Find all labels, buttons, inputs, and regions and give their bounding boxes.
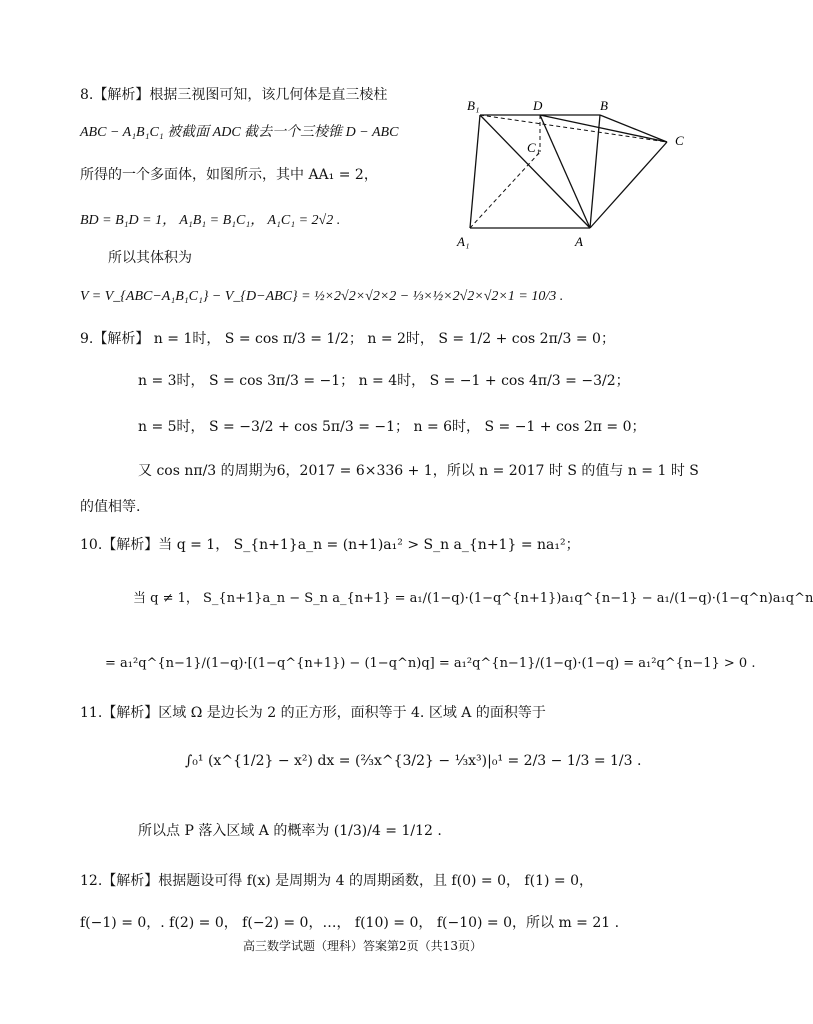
label-B1: B₁ xyxy=(467,98,480,113)
solution-9-line-2: n = 3时， S = cos 3π/3 = −1； n = 4时， S = −1 + cos 4π/3 = −3/2； xyxy=(138,373,630,389)
solution-9-line-1: 9.【解析】 n = 1时， S = cos π/3 = 1/2； n = 2时， S = 1/2 + cos 2π/3 = 0； xyxy=(80,331,615,347)
solution-8-volume: V = V_{ABC−A₁B₁C₁} − V_{D−ABC} = ½×2√2×√2×2 − ⅓×½×2√2×√2×1 = 10/3 . xyxy=(80,289,564,304)
label-A1: A₁ xyxy=(457,234,470,249)
polyhedron-figure xyxy=(455,90,695,260)
solution-8-line-5: 所以其体积为 xyxy=(108,250,192,266)
solution-11-line-1: 11.【解析】区域 Ω 是边长为 2 的正方形，面积等于 4. 区域 A 的面积等于 xyxy=(80,705,546,721)
label-A: A xyxy=(575,234,583,249)
solution-8-line-3: 所得的一个多面体，如图所示，其中 AA₁ = 2， xyxy=(80,167,378,183)
label-C: C xyxy=(675,133,684,148)
solution-9-line-4: 又 cos nπ/3 的周期为6，2017 = 6×336 + 1，所以 n = 2017 时 S 的值与 n = 1 时 S xyxy=(138,463,699,479)
solution-10-line-1: 10.【解析】当 q = 1， S_{n+1}a_n = (n+1)a₁² > S_n a_{n+1} = na₁²； xyxy=(80,537,580,553)
solution-12-line-1: 12.【解析】根据题设可得 f(x) 是周期为 4 的周期函数，且 f(0) = 0， f(1) = 0， xyxy=(80,873,593,889)
solution-8-line-2: ABC − A₁B₁C₁ 被截面 ADC 截去一个三棱锥 D − ABC xyxy=(80,125,399,140)
solution-11-probability: 所以点 P 落入区域 A 的概率为 (1/3)/4 = 1/12 . xyxy=(138,823,442,839)
label-D: D xyxy=(533,98,543,113)
solution-10-line-2: 当 q ≠ 1， S_{n+1}a_n − S_n a_{n+1} = a₁/(1−q)·(1−q^{n+1})a₁q^{n−1} − a₁/(1−q)·(1−q^n)a₁q^n xyxy=(133,591,813,606)
label-C1: C₁ xyxy=(527,140,541,155)
solution-12-line-2: f(−1) = 0，. f(2) = 0， f(−2) = 0，…， f(10) = 0， f(−10) = 0，所以 m = 21 . xyxy=(80,915,620,931)
solution-11-integral: ∫₀¹ (x^{1/2} − x²) dx = (⅔x^{3/2} − ⅓x³)|₀¹ = 2/3 − 1/3 = 1/3 . xyxy=(185,753,642,769)
solution-8-line-1: 8.【解析】根据三视图可知，该几何体是直三棱柱 xyxy=(80,87,388,103)
solution-9-line-5: 的值相等. xyxy=(80,499,141,515)
solution-8-line-4: BD = B₁D = 1， A₁B₁ = B₁C₁， A₁C₁ = 2√2 . xyxy=(80,213,341,228)
page-footer: 高三数学试题（理科）答案第2页（共13页） xyxy=(243,939,482,953)
solution-9-line-3: n = 5时， S = −3/2 + cos 5π/3 = −1； n = 6时， S = −1 + cos 2π = 0； xyxy=(138,419,646,435)
solution-10-line-3: = a₁²q^{n−1}/(1−q)·[(1−q^{n+1}) − (1−q^n)q] = a₁²q^{n−1}/(1−q)·(1−q) = a₁²q^{n−1} > 0 . xyxy=(105,656,756,671)
label-B: B xyxy=(600,98,608,113)
